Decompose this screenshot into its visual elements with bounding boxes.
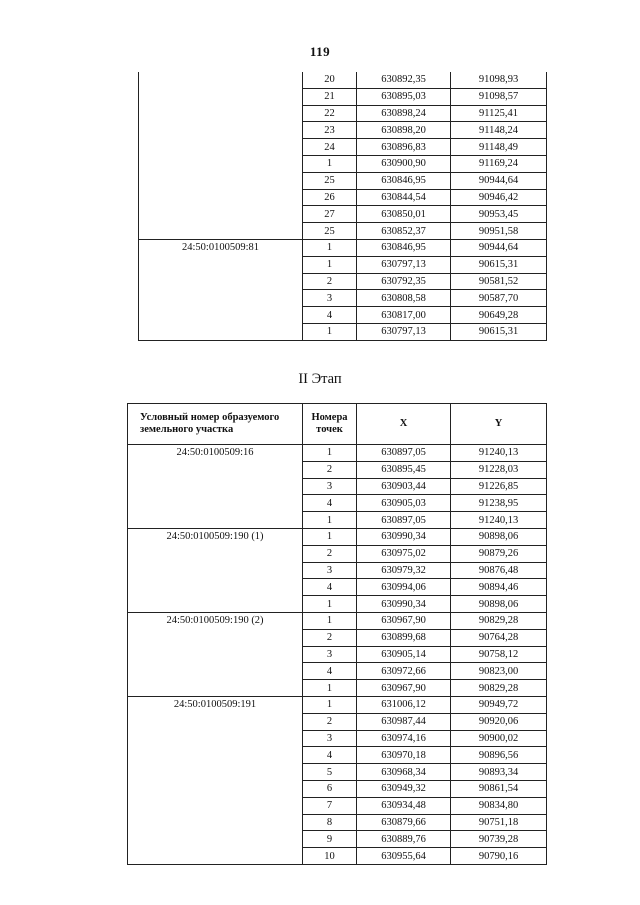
x-coordinate-cell: 630896,83 (357, 139, 451, 156)
x-coordinate-cell: 630990,34 (357, 528, 451, 545)
point-number-cell: 3 (303, 730, 357, 747)
point-number-cell: 7 (303, 797, 357, 814)
y-coordinate-cell: 90898,06 (451, 596, 547, 613)
x-coordinate-cell: 630967,90 (357, 612, 451, 629)
point-number-cell: 24 (303, 139, 357, 156)
header-x: X (357, 404, 451, 445)
parcel-number-cell (139, 72, 303, 239)
table-row (128, 612, 547, 629)
point-number-cell: 25 (303, 172, 357, 189)
y-coordinate-cell: 90823,00 (451, 663, 547, 680)
point-number-cell: 3 (303, 478, 357, 495)
table-row (128, 528, 547, 545)
y-coordinate-cell: 90876,48 (451, 562, 547, 579)
y-coordinate-cell: 90953,45 (451, 206, 547, 223)
parcel-number-cell: 24:50:0100509:190 (1) (128, 528, 303, 612)
table-row (128, 696, 547, 713)
x-coordinate-cell: 630897,05 (357, 512, 451, 529)
point-number-cell: 3 (303, 646, 357, 663)
y-coordinate-cell: 90758,12 (451, 646, 547, 663)
x-coordinate-cell: 630889,76 (357, 831, 451, 848)
point-number-cell: 3 (303, 562, 357, 579)
y-coordinate-cell: 91148,24 (451, 122, 547, 139)
y-coordinate-cell: 90790,16 (451, 848, 547, 865)
x-coordinate-cell: 630846,95 (357, 172, 451, 189)
x-coordinate-cell: 630892,35 (357, 72, 451, 88)
point-number-cell: 4 (303, 663, 357, 680)
point-number-cell: 1 (303, 696, 357, 713)
point-number-cell: 20 (303, 72, 357, 88)
x-coordinate-cell: 630846,95 (357, 239, 451, 256)
y-coordinate-cell: 90944,64 (451, 239, 547, 256)
point-number-cell: 1 (303, 612, 357, 629)
point-number-cell: 2 (303, 713, 357, 730)
x-coordinate-cell: 630905,14 (357, 646, 451, 663)
y-coordinate-cell: 90829,28 (451, 680, 547, 697)
point-number-cell: 4 (303, 495, 357, 512)
point-number-cell: 27 (303, 206, 357, 223)
y-coordinate-cell: 91169,24 (451, 155, 547, 172)
point-number-cell: 23 (303, 122, 357, 139)
parcel-number-cell: 24:50:0100509:81 (139, 239, 303, 340)
y-coordinate-cell: 90920,06 (451, 713, 547, 730)
parcel-number-cell: 24:50:0100509:190 (2) (128, 612, 303, 696)
x-coordinate-cell: 630972,66 (357, 663, 451, 680)
point-number-cell: 1 (303, 155, 357, 172)
x-coordinate-cell: 630987,44 (357, 713, 451, 730)
x-coordinate-cell: 630817,00 (357, 307, 451, 324)
y-coordinate-cell: 90834,80 (451, 797, 547, 814)
y-coordinate-cell: 90581,52 (451, 273, 547, 290)
y-coordinate-cell: 91098,93 (451, 72, 547, 88)
point-number-cell: 22 (303, 105, 357, 122)
x-coordinate-cell: 630979,32 (357, 562, 451, 579)
x-coordinate-cell: 630975,02 (357, 545, 451, 562)
x-coordinate-cell: 630895,45 (357, 461, 451, 478)
point-number-cell: 3 (303, 290, 357, 307)
y-coordinate-cell: 90764,28 (451, 629, 547, 646)
stage-title: II Этап (298, 371, 342, 387)
x-coordinate-cell: 630934,48 (357, 797, 451, 814)
point-number-cell: 8 (303, 814, 357, 831)
x-coordinate-cell: 630968,34 (357, 764, 451, 781)
table-header-row (128, 404, 547, 445)
x-coordinate-cell: 630974,16 (357, 730, 451, 747)
point-number-cell: 9 (303, 831, 357, 848)
y-coordinate-cell: 90615,31 (451, 323, 547, 340)
y-coordinate-cell: 90649,28 (451, 307, 547, 324)
x-coordinate-cell: 631006,12 (357, 696, 451, 713)
coordinates-table-continued (138, 72, 547, 341)
point-number-cell: 1 (303, 596, 357, 613)
y-coordinate-cell: 90893,34 (451, 764, 547, 781)
point-number-cell: 4 (303, 579, 357, 596)
y-coordinate-cell: 91098,57 (451, 88, 547, 105)
x-coordinate-cell: 630879,66 (357, 814, 451, 831)
y-coordinate-cell: 90751,18 (451, 814, 547, 831)
table-row (139, 239, 547, 256)
y-coordinate-cell: 90898,06 (451, 528, 547, 545)
x-coordinate-cell: 630897,05 (357, 445, 451, 462)
x-coordinate-cell: 630905,03 (357, 495, 451, 512)
y-coordinate-cell: 90829,28 (451, 612, 547, 629)
header-parcel-number: Условный номер образуемого земельного участка (128, 404, 303, 445)
x-coordinate-cell: 630797,13 (357, 323, 451, 340)
y-coordinate-cell: 90951,58 (451, 223, 547, 240)
point-number-cell: 6 (303, 780, 357, 797)
y-coordinate-cell: 90949,72 (451, 696, 547, 713)
x-coordinate-cell: 630994,06 (357, 579, 451, 596)
x-coordinate-cell: 630844,54 (357, 189, 451, 206)
x-coordinate-cell: 630899,68 (357, 629, 451, 646)
point-number-cell: 2 (303, 545, 357, 562)
point-number-cell: 1 (303, 512, 357, 529)
point-number-cell: 2 (303, 273, 357, 290)
y-coordinate-cell: 91125,41 (451, 105, 547, 122)
point-number-cell: 4 (303, 747, 357, 764)
x-coordinate-cell: 630852,37 (357, 223, 451, 240)
point-number-cell: 2 (303, 461, 357, 478)
y-coordinate-cell: 91240,13 (451, 512, 547, 529)
page-number: 119 (309, 44, 331, 59)
header-point-numbers: Номера точек (303, 404, 357, 445)
y-coordinate-cell: 91240,13 (451, 445, 547, 462)
header-y: Y (451, 404, 547, 445)
point-number-cell: 4 (303, 307, 357, 324)
parcel-number-cell: 24:50:0100509:16 (128, 445, 303, 529)
x-coordinate-cell: 630792,35 (357, 273, 451, 290)
table-row (128, 445, 547, 462)
y-coordinate-cell: 90739,28 (451, 831, 547, 848)
y-coordinate-cell: 90946,42 (451, 189, 547, 206)
y-coordinate-cell: 90894,46 (451, 579, 547, 596)
point-number-cell: 1 (303, 445, 357, 462)
point-number-cell: 5 (303, 764, 357, 781)
x-coordinate-cell: 630949,32 (357, 780, 451, 797)
y-coordinate-cell: 91238,95 (451, 495, 547, 512)
x-coordinate-cell: 630990,34 (357, 596, 451, 613)
parcel-number-cell: 24:50:0100509:191 (128, 696, 303, 864)
table-row (139, 72, 547, 88)
y-coordinate-cell: 91226,85 (451, 478, 547, 495)
x-coordinate-cell: 630970,18 (357, 747, 451, 764)
point-number-cell: 1 (303, 239, 357, 256)
x-coordinate-cell: 630967,90 (357, 680, 451, 697)
point-number-cell: 2 (303, 629, 357, 646)
point-number-cell: 25 (303, 223, 357, 240)
y-coordinate-cell: 90944,64 (451, 172, 547, 189)
point-number-cell: 1 (303, 323, 357, 340)
x-coordinate-cell: 630808,58 (357, 290, 451, 307)
y-coordinate-cell: 91148,49 (451, 139, 547, 156)
point-number-cell: 26 (303, 189, 357, 206)
y-coordinate-cell: 91228,03 (451, 461, 547, 478)
x-coordinate-cell: 630903,44 (357, 478, 451, 495)
x-coordinate-cell: 630898,20 (357, 122, 451, 139)
point-number-cell: 1 (303, 680, 357, 697)
y-coordinate-cell: 90900,02 (451, 730, 547, 747)
point-number-cell: 1 (303, 528, 357, 545)
x-coordinate-cell: 630955,64 (357, 848, 451, 865)
y-coordinate-cell: 90861,54 (451, 780, 547, 797)
x-coordinate-cell: 630895,03 (357, 88, 451, 105)
y-coordinate-cell: 90879,26 (451, 545, 547, 562)
point-number-cell: 10 (303, 848, 357, 865)
coordinates-table-stage-2 (127, 403, 547, 865)
y-coordinate-cell: 90615,31 (451, 256, 547, 273)
x-coordinate-cell: 630850,01 (357, 206, 451, 223)
x-coordinate-cell: 630900,90 (357, 155, 451, 172)
point-number-cell: 21 (303, 88, 357, 105)
x-coordinate-cell: 630898,24 (357, 105, 451, 122)
point-number-cell: 1 (303, 256, 357, 273)
y-coordinate-cell: 90896,56 (451, 747, 547, 764)
y-coordinate-cell: 90587,70 (451, 290, 547, 307)
x-coordinate-cell: 630797,13 (357, 256, 451, 273)
